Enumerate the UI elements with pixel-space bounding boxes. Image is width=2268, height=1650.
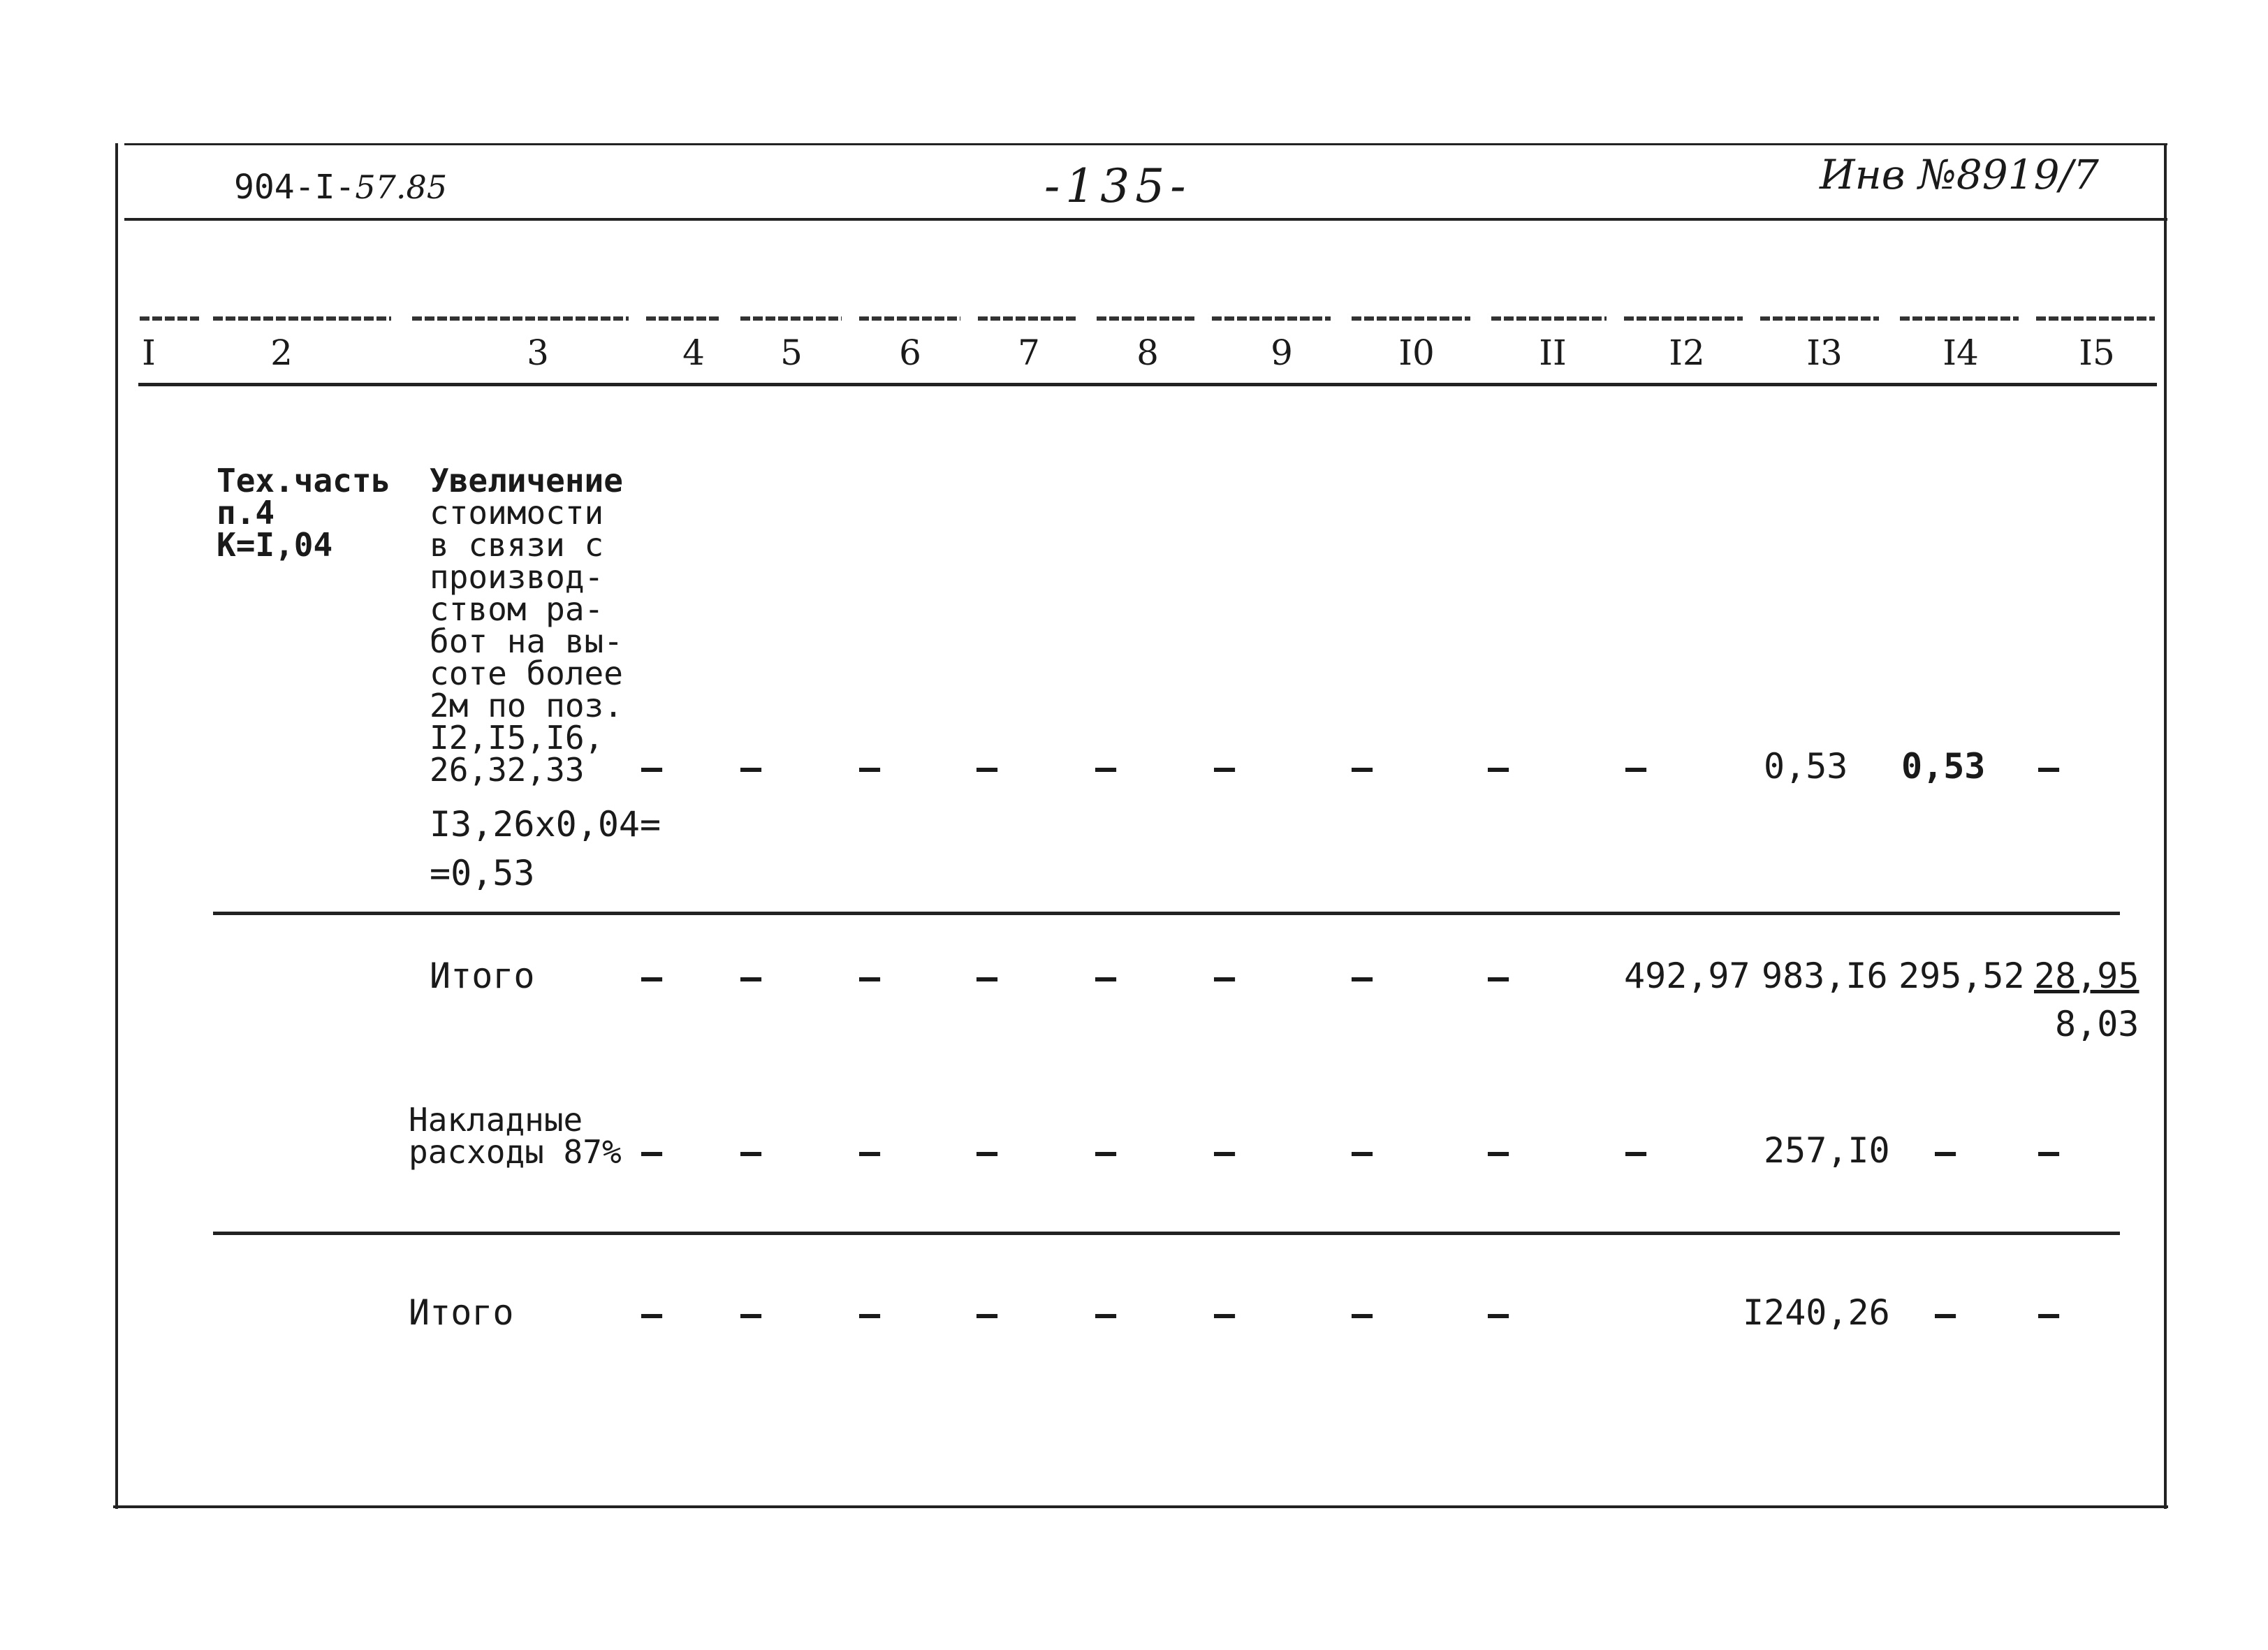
- row1-calculation-line: I3,26x0,04=: [430, 804, 661, 845]
- row2-col10: –: [1352, 957, 1373, 998]
- row3-col15: –: [2038, 1132, 2060, 1172]
- row1-col10: –: [1352, 747, 1373, 788]
- row-divider: [213, 912, 2120, 915]
- row4-col15: –: [2038, 1294, 2060, 1334]
- row2-col7: –: [976, 957, 998, 998]
- row3-col6: –: [859, 1132, 881, 1172]
- header-divider: [124, 218, 2167, 221]
- column-numbers-divider: [138, 383, 2157, 386]
- row1-description-line: 26,32,33: [430, 751, 585, 789]
- document-code-printed: 904-I-: [234, 168, 356, 207]
- row1-description-line: производ-: [430, 558, 604, 596]
- row3-col14: –: [1935, 1132, 1956, 1172]
- row1-description-line: стоимости: [430, 494, 604, 532]
- frame-bottom-line: [113, 1505, 2168, 1508]
- row3-label: [409, 1101, 622, 1171]
- row1-calculation-line: =0,53: [430, 853, 535, 893]
- row2-col14: 295,52: [1898, 956, 2025, 996]
- row3-col8: –: [1095, 1132, 1117, 1172]
- row4-col4: –: [641, 1294, 663, 1334]
- column-number-12: I2: [1669, 333, 1705, 373]
- row1-description-line: Увеличение: [430, 462, 623, 499]
- column-number-4: 4: [682, 333, 705, 373]
- row4-col9: –: [1214, 1294, 1236, 1334]
- row3-label-line: расходы 87%: [409, 1133, 622, 1171]
- row1-col7: –: [976, 747, 998, 788]
- document-code: [234, 168, 447, 207]
- column-number-14: I4: [1943, 333, 1979, 373]
- row1-col15: –: [2038, 747, 2060, 788]
- row3-col4: –: [641, 1132, 663, 1172]
- row1-reference-line: п.4: [217, 494, 275, 532]
- row1-col14: 0,53: [1901, 746, 1986, 787]
- row1-description: [430, 462, 623, 789]
- column-number-6: 6: [899, 333, 921, 373]
- column-number-13: I3: [1806, 333, 1843, 373]
- column-number-3: 3: [527, 333, 549, 373]
- row4-col11: –: [1488, 1294, 1509, 1334]
- row1-reference: [217, 462, 391, 564]
- row1-col12: –: [1625, 747, 1647, 788]
- row3-label-line: Накладные: [409, 1101, 583, 1139]
- row2-col6: –: [859, 957, 881, 998]
- row1-reference-line: Тех.часть: [217, 462, 391, 499]
- row1-calculation: [430, 800, 661, 898]
- row3-col9: –: [1214, 1132, 1236, 1172]
- row1-description-line: I2,I5,I6,: [430, 719, 604, 757]
- column-number-15: I5: [2079, 333, 2115, 373]
- row4-label: Итого: [409, 1292, 514, 1333]
- row1-col6: –: [859, 747, 881, 788]
- row4-col8: –: [1095, 1294, 1117, 1334]
- row1-col8: –: [1095, 747, 1117, 788]
- page-number: -135-: [1044, 159, 1192, 213]
- row1-description-line: в связи с: [430, 526, 604, 564]
- row1-description-line: бот на вы-: [430, 622, 623, 660]
- column-header-rule: [136, 313, 2162, 330]
- row1-reference-line: К=I,04: [217, 526, 333, 564]
- row3-col10: –: [1352, 1132, 1373, 1172]
- row2-col12: 492,97: [1624, 956, 1750, 996]
- row1-col4: –: [641, 747, 663, 788]
- row4-col7: –: [976, 1294, 998, 1334]
- column-number-5: 5: [780, 333, 803, 373]
- column-number-1: I: [142, 333, 156, 373]
- row1-col11: –: [1488, 747, 1509, 788]
- row1-col9: –: [1214, 747, 1236, 788]
- row3-col7: –: [976, 1132, 998, 1172]
- row3-col11: –: [1488, 1132, 1509, 1172]
- row1-description-line: ством ра-: [430, 590, 604, 628]
- row-divider: [213, 1232, 2120, 1235]
- row1-description-line: 2м по поз.: [430, 687, 623, 724]
- column-number-2: 2: [270, 333, 293, 373]
- column-number-8: 8: [1136, 333, 1159, 373]
- row4-col13: I240,26: [1743, 1292, 1890, 1333]
- row3-col13: 257,I0: [1764, 1130, 1890, 1171]
- column-number-11: II: [1539, 333, 1567, 373]
- row2-col13: 983,I6: [1762, 956, 1888, 996]
- column-number-7: 7: [1018, 333, 1040, 373]
- row2-col15-bottom: 8,03: [2055, 1004, 2139, 1044]
- row2-col9: –: [1214, 957, 1236, 998]
- row2-col5: –: [740, 957, 762, 998]
- column-number-9: 9: [1271, 333, 1293, 373]
- row2-col4: –: [641, 957, 663, 998]
- row2-col11: –: [1488, 957, 1509, 998]
- inventory-number: Инв №8919/7: [1820, 151, 2099, 198]
- frame-top-line: [124, 143, 2167, 145]
- row4-col6: –: [859, 1294, 881, 1334]
- row2-col15-top: 28,95: [2034, 956, 2139, 996]
- frame-right-line: [2164, 143, 2167, 1509]
- row4-col14: –: [1935, 1294, 1956, 1334]
- row4-col5: –: [740, 1294, 762, 1334]
- row2-col8: –: [1095, 957, 1117, 998]
- row3-col5: –: [740, 1132, 762, 1172]
- column-number-10: I0: [1398, 333, 1435, 373]
- row3-col12: –: [1625, 1132, 1647, 1172]
- row2-label: Итого: [430, 956, 535, 996]
- row1-description-line: соте более: [430, 655, 623, 692]
- row4-col10: –: [1352, 1294, 1373, 1334]
- row1-col5: –: [740, 747, 762, 788]
- document-code-handwritten: 57.85: [355, 168, 448, 206]
- row1-col13: 0,53: [1764, 746, 1848, 787]
